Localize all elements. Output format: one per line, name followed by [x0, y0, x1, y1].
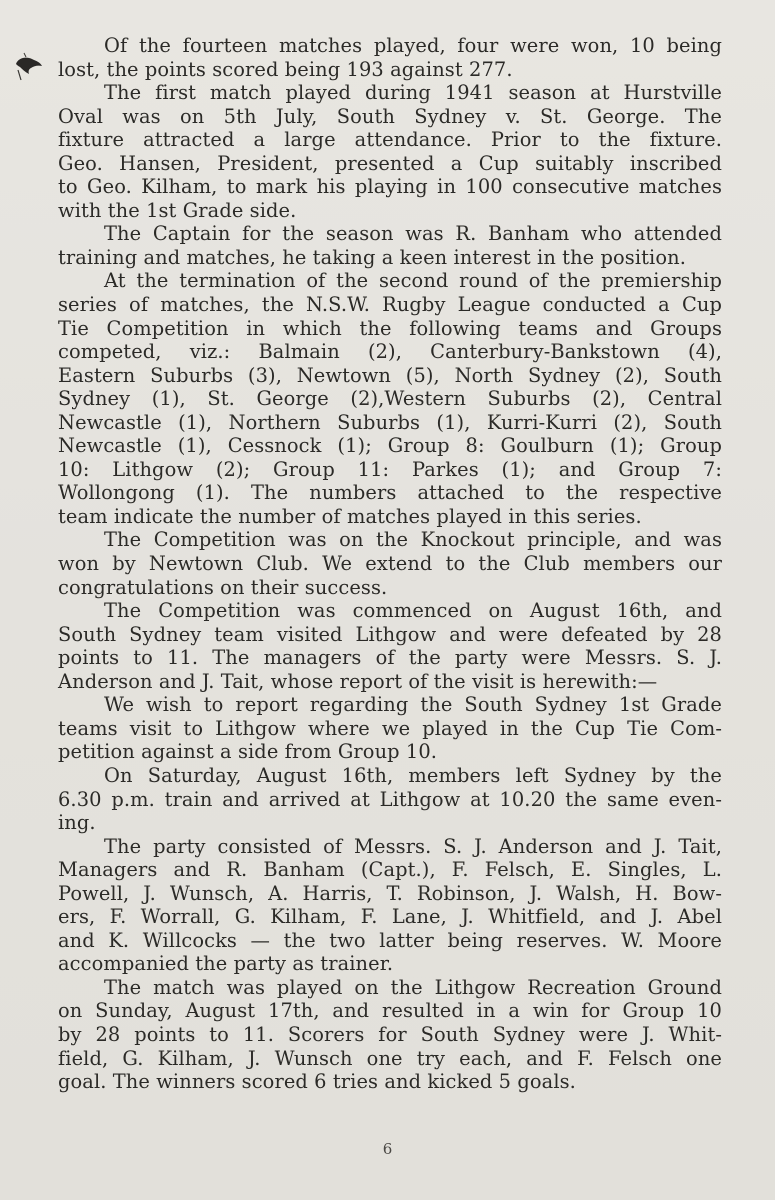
text-line: Wollongong (1). The numbers attached to the respective	[58, 481, 722, 505]
text-line: Eastern Suburbs (3), Newtown (5), North Sydney (2), South	[58, 363, 722, 387]
text-line: field, G. Kilham, J. Wunsch one try each, and F. Felsch one	[58, 1046, 722, 1070]
text-line: congratulations on their success.	[58, 575, 388, 599]
text-line: The Competition was commenced on August 16th, and	[104, 599, 722, 623]
paragraph	[58, 81, 722, 222]
text-line: South Sydney team visited Lithgow and were defeated by 28	[58, 622, 722, 646]
paragraph	[58, 693, 722, 764]
text-line: Newcastle (1), Cessnock (1); Group 8: Goulburn (1); Group	[58, 434, 722, 458]
body-text	[58, 34, 722, 1094]
text-line: series of matches, the N.S.W. Rugby League conducted a Cup	[58, 293, 722, 317]
paragraph	[58, 599, 722, 693]
text-line: The first match played during 1941 season at Hurstville	[104, 81, 722, 105]
text-line: On Saturday, August 16th, members left Sydney by the	[104, 763, 722, 787]
text-line: Powell, J. Wunsch, A. Harris, T. Robinson, J. Walsh, H. Bow-	[58, 881, 722, 905]
paragraph	[58, 222, 722, 269]
text-line: accompanied the party as trainer.	[58, 952, 394, 976]
paragraph	[58, 269, 722, 528]
text-line: We wish to report regarding the South Sydney 1st Grade	[104, 693, 722, 717]
text-line: The match was played on the Lithgow Recreation Ground	[104, 975, 722, 999]
text-line: and K. Willcocks — the two latter being reserves. W. Moore	[58, 928, 722, 952]
text-line: Oval was on 5th July, South Sydney v. St. George. The	[58, 104, 722, 128]
text-line: competed, viz.: Balmain (2), Canterbury-Bankstown (4),	[58, 340, 722, 364]
text-line: Tie Competition in which the following teams and Groups	[58, 316, 722, 340]
text-line: by 28 points to 11. Scorers for South Sydney were J. Whit-	[58, 1022, 722, 1046]
ink-blot-mark	[12, 50, 46, 84]
text-line: Of the fourteen matches played, four were won, 10 being	[104, 34, 722, 57]
page-number: 6	[382, 1140, 393, 1158]
text-line: lost, the points scored being 193 against 277.	[58, 57, 513, 81]
text-line: The party consisted of Messrs. S. J. Anderson and J. Tait,	[104, 834, 722, 858]
text-line: with the 1st Grade side.	[58, 198, 297, 222]
text-line: points to 11. The managers of the party were Messrs. S. J.	[58, 646, 722, 670]
text-line: fixture attracted a large attendance. Prior to the fixture.	[58, 128, 722, 152]
text-line: Geo. Hansen, President, presented a Cup suitably inscribed	[58, 151, 722, 175]
text-line: Newcastle (1), Northern Suburbs (1), Kurri-Kurri (2), South	[58, 410, 722, 434]
text-line: 10: Lithgow (2); Group 11: Parkes (1); and Group 7:	[58, 457, 722, 481]
text-line: training and matches, he taking a keen interest in the position.	[58, 245, 686, 269]
text-line: to Geo. Kilham, to mark his playing in 100 consecutive matches	[58, 175, 722, 199]
text-line: goal. The winners scored 6 tries and kicked 5 goals.	[58, 1070, 576, 1094]
paragraph	[58, 976, 722, 1094]
text-line: on Sunday, August 17th, and resulted in a win for Group 10	[58, 999, 722, 1023]
text-line: ing.	[58, 811, 96, 835]
text-line: The Captain for the season was R. Banham who attended	[104, 222, 722, 246]
text-line: ers, F. Worrall, G. Kilham, F. Lane, J. Whitfield, and J. Abel	[58, 905, 722, 929]
text-line: team indicate the number of matches played in this series.	[58, 504, 642, 528]
paragraph	[58, 835, 722, 976]
text-line: Anderson and J. Tait, whose report of the visit is herewith:—	[58, 669, 658, 693]
paragraph	[58, 528, 722, 599]
text-line: won by Newtown Club. We extend to the Club members our	[58, 552, 722, 576]
text-line: At the termination of the second round of the premiership	[104, 269, 722, 293]
text-line: Sydney (1), St. George (2),Western Suburbs (2), Central	[58, 387, 722, 411]
text-line: The Competition was on the Knockout principle, and was	[104, 528, 722, 552]
text-line: petition against a side from Group 10.	[58, 740, 438, 764]
text-line: Managers and R. Banham (Capt.), F. Felsch, E. Singles, L.	[58, 858, 722, 882]
paragraph	[58, 34, 722, 81]
text-line: 6.30 p.m. train and arrived at Lithgow at 10.20 the same even-	[58, 787, 722, 811]
paragraph	[58, 764, 722, 835]
text-line: teams visit to Lithgow where we played in the Cup Tie Com-	[58, 716, 722, 740]
